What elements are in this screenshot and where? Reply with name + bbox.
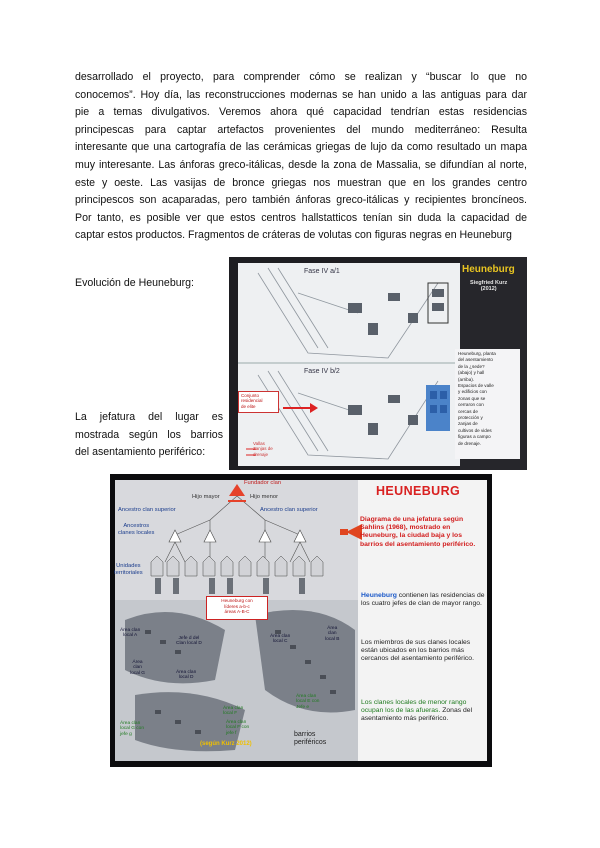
figure1-author: Siegfried Kurz (2012)	[470, 280, 508, 292]
area-gj-label: Área clan local G con jefe g	[120, 721, 144, 737]
paragraph-line: interesante que una cartografía de las cerámicas griegas de lujo da como resultado un mapa	[75, 141, 527, 154]
paragraph-line: principescos son acaparadas, pero también ánforas greco-itálicas y recipientes broncíneos.	[75, 194, 527, 207]
paragraph-line: conocemos”. Hoy día, las reconstrucciones modernas se han unido a las antiguas para dar	[75, 88, 527, 101]
settlement-plan-drawing	[238, 263, 468, 466]
area-tiny-label: Área clan local F	[223, 706, 244, 717]
hijo-mayor-label: Hijo mayor	[192, 494, 220, 500]
ancestro-sup-2: Ancestro clan superior	[260, 507, 318, 513]
area-a-label: Área clan local A	[120, 628, 141, 639]
centro-box: Heuneburg con líderes a-b-c áreas A-B-C	[206, 596, 268, 620]
paragraph-line: este y oeste. Las vasijas de bronce griegas nos muestran que en los grandes centro	[75, 176, 527, 189]
unidades-label: Unidades territoriales	[114, 563, 143, 576]
plan-panel	[238, 263, 468, 466]
fase-a-label: Fase IV a/1	[304, 268, 340, 275]
paragraph-line: desarrollado el proyecto, para comprender cómo se realizan y “buscar lo que no	[75, 71, 527, 83]
barrios-perifericos-label: barrios periféricos	[294, 731, 327, 746]
plan-legend: Vallas Zanjas de drenaje	[253, 441, 273, 457]
hijo-menor-label: Hijo menor	[250, 494, 279, 500]
area-c-label: Área clan local C	[270, 634, 291, 645]
ancestro-sup-1: Ancestro clan superior	[118, 507, 176, 513]
plan-note: Heuneburg, planta del asentamiento de la ¿sede? (abajo) y hall (arriba). Espacios de valle y edificios con zonas que se cerraron con cercas de protección y zanjas de cultivos de vides figuras a campo de drenaje.	[455, 349, 520, 459]
body-paragraph	[75, 69, 527, 245]
red-arrow-icon	[340, 522, 362, 542]
area-ea-label: Área clan local E con Jefe e	[296, 694, 320, 710]
jefatura-line: La jefatura del lugar es	[75, 411, 223, 423]
paragraph-line: captar estos productos. Fragmentos de cráteras de volutas con figuras negras en Heuneburg	[75, 229, 512, 242]
figure2-red-text: Diagrama de una jefatura según Sahlins (1968), mostrado en Heuneburg, la ciudad baja y los barrios del asentamiento periférico.	[360, 516, 476, 548]
paragraph-line: muy interesante. Las ánforas greco-itálicas, desde la zona de Massalia, se difundían al norte,	[75, 158, 527, 171]
figure2-text-1: Heuneburg contienen las residencias de los cuatro jefes de clan de mayor rango.	[361, 592, 485, 608]
fundador-label: Fundador clan	[244, 480, 282, 486]
elite-residence-box: Conjunto residencial de elite	[238, 391, 279, 413]
area-e-label: Área clan local D	[176, 670, 197, 681]
figure1-title: Heuneburg	[462, 264, 515, 275]
ancestros-locales-label: Ancestros clanes locales	[118, 523, 155, 536]
paragraph-line: pie a temas divulgativos. Veremos ahora qué capacidad tendrían estas residencias	[75, 106, 527, 119]
evolucion-label: Evolución de Heuneburg:	[75, 277, 194, 289]
area-b-label: Área clan local B	[325, 626, 340, 642]
figure2-caption: (según Kurz 2012)	[200, 741, 252, 747]
figure2-text-2: Los miembros de sus clanes locales están ubicados en los barrios más cercanos del asentamiento periférico.	[361, 639, 474, 663]
area-d-label: Jefe d del Clan local D	[176, 636, 202, 647]
area-g-label: Área clan local G	[130, 660, 145, 676]
heuneburg-chiefdom-photo	[110, 474, 492, 767]
jefatura-line: del asentamiento periférico:	[75, 446, 206, 459]
paragraph-line: principescas para captar artefactos provenientes del mundo mediterráneo: Resulta	[75, 123, 527, 136]
area-f-label: Área clan local F con jefe f	[226, 720, 250, 736]
jefatura-label	[75, 409, 223, 462]
figure2-title: HEUNEBURG	[376, 484, 461, 498]
heuneburg-phases-photo	[229, 257, 527, 470]
fase-b-label: Fase IV b/2	[304, 368, 340, 375]
paragraph-line: Por tanto, es posible ver que estos centros hallstatticos tenían sin duda la capacidad de	[75, 211, 527, 224]
figure2-text-3: Los clanes locales de menor rango ocupan los de las afueras. Zonas del asentamiento más periférico.	[361, 699, 473, 723]
jefatura-line: mostrada según los barrios	[75, 428, 223, 441]
